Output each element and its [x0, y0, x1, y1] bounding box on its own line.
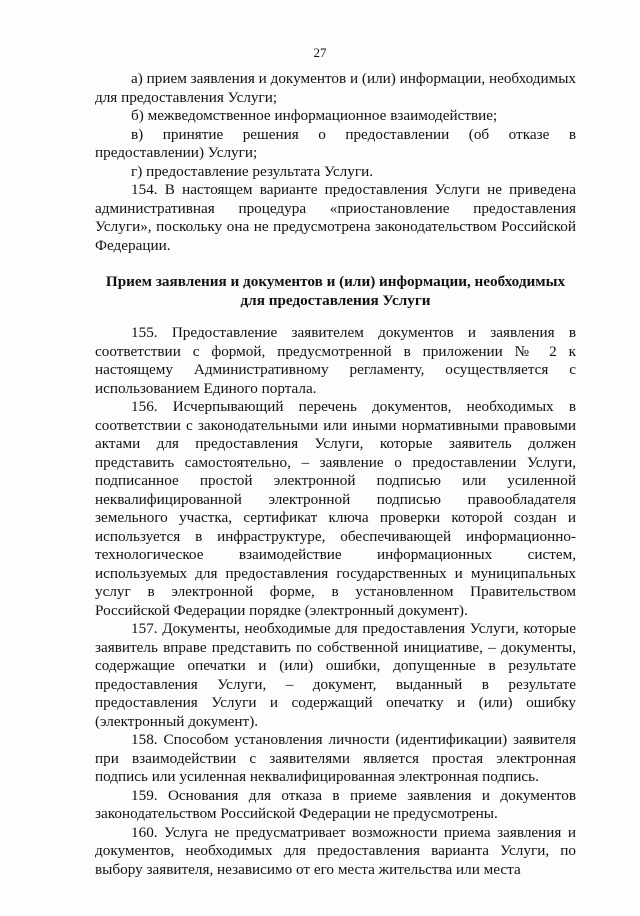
paragraph-158: 158. Способом установления личности (идентификации) заявителя при взаимодействии с заявителями является простая электронная подпись или усиленная неквалифицированная электронная подпись. [95, 731, 576, 785]
document-body [95, 70, 576, 879]
page-number: 27 [313, 45, 327, 60]
paragraph-155: 155. Предоставление заявителем документов и заявления в соответствии с формой, предусмотренной в приложении № 2 к настоящему Административному регламенту, осуществляется с использованием Единого портала. [95, 324, 576, 397]
list-item-b: б) межведомственное информационное взаимодействие; [131, 107, 498, 124]
paragraph-157: 157. Документы, необходимые для предоставления Услуги, которые заявитель вправе представить по собственной инициативе, – документы, содержащие опечатки и (или) ошибки, допущенные в результате предоставления Услуги, – документ, выданный в результате предоставления Услуги и содержащий опечатку и (или) ошибку (электронный документ). [95, 620, 576, 730]
list-item-c: в) принятие решения о предоставлении (об отказе в предоставлении) Услуги; [95, 125, 576, 161]
list-item-d: г) предоставление результата Услуги. [131, 162, 374, 180]
list-item-a: а) прием заявления и документов и (или) информации, необходимых для предоставления Услуги; [95, 70, 576, 106]
paragraph-160: 160. Услуга не предусматривает возможности приема заявления и документов, необходимых для предоставления варианта Услуги, по выбору заявителя, независимо от его места жительства или места [95, 823, 576, 878]
paragraph-159: 159. Основания для отказа в приеме заявления и документов законодательством Российской Федерации не предусмотрены. [95, 786, 576, 822]
paragraph-156: 156. Исчерпывающий перечень документов, необходимых в соответствии с законодательными или иными нормативными правовыми актами для предоставления Услуги, которые заявитель должен представить самостоятельно, – заявление о предоставлении Услуги, подписанное простой электронной подписью или усиленной неквалифицированной электронной подписью правообладателя земельного участка, сертификат ключа проверки которой создан и используется в инфраструктуре, обеспечивающей информационно-технологическое взаимодействие информационных систем, используемых для предоставления государственных и муниципальных услуг в электронной форме, в установленном Правительством Российской Федерации порядке (электронный документ). [95, 398, 576, 619]
paragraph-154: 154. В настоящем варианте предоставления Услуги не приведена административная процедура «приостановление предоставления Услуги», поскольку она не предусмотрена законодательством Российской Федерации. [95, 181, 576, 254]
section-heading: Прием заявления и документов и (или) информации, необходимых для предоставления Услуги [105, 273, 566, 309]
